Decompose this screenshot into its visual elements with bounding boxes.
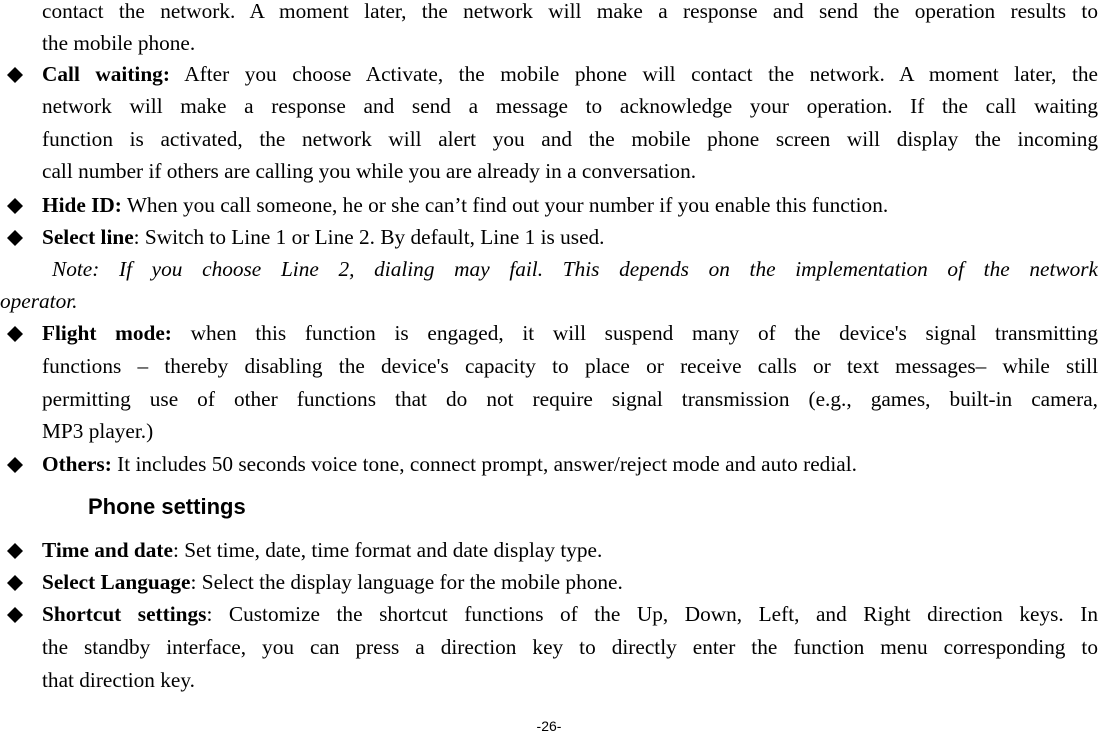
others-text: It includes 50 seconds voice tone, connect prompt, answer/reject mode and auto redial.: [111, 452, 857, 476]
select-language-text: : Select the display language for the mobile phone.: [190, 570, 623, 594]
black-diamond-icon: [3, 58, 27, 90]
black-diamond-icon: [3, 317, 27, 349]
shortcut-settings-line-2: the standby interface, you can press a direction key to directly enter the function menu corresponding to: [42, 635, 1098, 659]
note-line-1: Note: If you choose Line 2, dialing may fail. This depends on the implementation of the network: [52, 257, 1098, 281]
black-diamond-icon: [3, 221, 27, 253]
black-diamond-icon: [3, 598, 27, 630]
black-diamond-icon: [3, 448, 27, 480]
intro-line-1: contact the network. A moment later, the network will make a response and send the operation results to: [42, 0, 1098, 23]
call-waiting-text: After you choose Activate, the mobile phone will contact the network. A moment later, the: [169, 62, 1098, 86]
call-waiting-line-4: call number if others are calling you while you are already in a conversation.: [42, 159, 697, 183]
shortcut-settings-line-1: [42, 598, 1098, 630]
time-and-date-line: [42, 534, 1098, 566]
select-language-line: [42, 566, 1098, 598]
call-waiting-term: Call waiting:: [42, 62, 170, 86]
select-line-line: [42, 221, 1098, 253]
shortcut-settings-term: Shortcut settings: [42, 602, 207, 626]
black-diamond-icon: [3, 534, 27, 566]
section-heading-phone-settings: Phone settings: [88, 494, 246, 519]
flight-mode-line-2: functions – thereby disabling the device's capacity to place or receive calls or text messages– while still: [42, 354, 1098, 378]
intro-line-2: the mobile phone.: [42, 31, 196, 55]
select-line-term: Select line: [42, 225, 134, 249]
select-language-term: Select Language: [42, 570, 191, 594]
time-and-date-text: : Set time, date, time format and date display type.: [172, 538, 603, 562]
flight-mode-line-4: MP3 player.): [42, 419, 154, 443]
call-waiting-line-1: [42, 58, 1098, 90]
select-line-text: : Switch to Line 1 or Line 2. By default, Line 1 is used.: [133, 225, 605, 249]
others-line: [42, 448, 1098, 480]
flight-mode-line-1: [42, 317, 1098, 349]
call-waiting-line-3: function is activated, the network will alert you and the mobile phone screen will display the incoming: [42, 127, 1098, 151]
flight-mode-text: when this function is engaged, it will suspend many of the device's signal transmitting: [171, 321, 1098, 345]
note-line-2: operator.: [0, 289, 78, 313]
others-term: Others:: [42, 452, 112, 476]
flight-mode-term: Flight mode:: [42, 321, 172, 345]
hide-id-text: When you call someone, he or she can’t find out your number if you enable this function.: [121, 193, 889, 217]
shortcut-settings-line-3: that direction key.: [42, 668, 195, 692]
black-diamond-icon: [3, 566, 27, 598]
black-diamond-icon: [3, 189, 27, 221]
flight-mode-line-3: permitting use of other functions that do not require signal transmission (e.g., games, built-in camera,: [42, 387, 1098, 411]
shortcut-settings-text: : Customize the shortcut functions of the Up, Down, Left, and Right direction keys. In: [206, 602, 1098, 626]
page-number: -26-: [536, 718, 562, 734]
call-waiting-line-2: network will make a response and send a message to acknowledge your operation. If the call waiting: [42, 94, 1098, 118]
time-and-date-term: Time and date: [42, 538, 173, 562]
hide-id-term: Hide ID:: [42, 193, 122, 217]
hide-id-line: [42, 189, 1098, 221]
